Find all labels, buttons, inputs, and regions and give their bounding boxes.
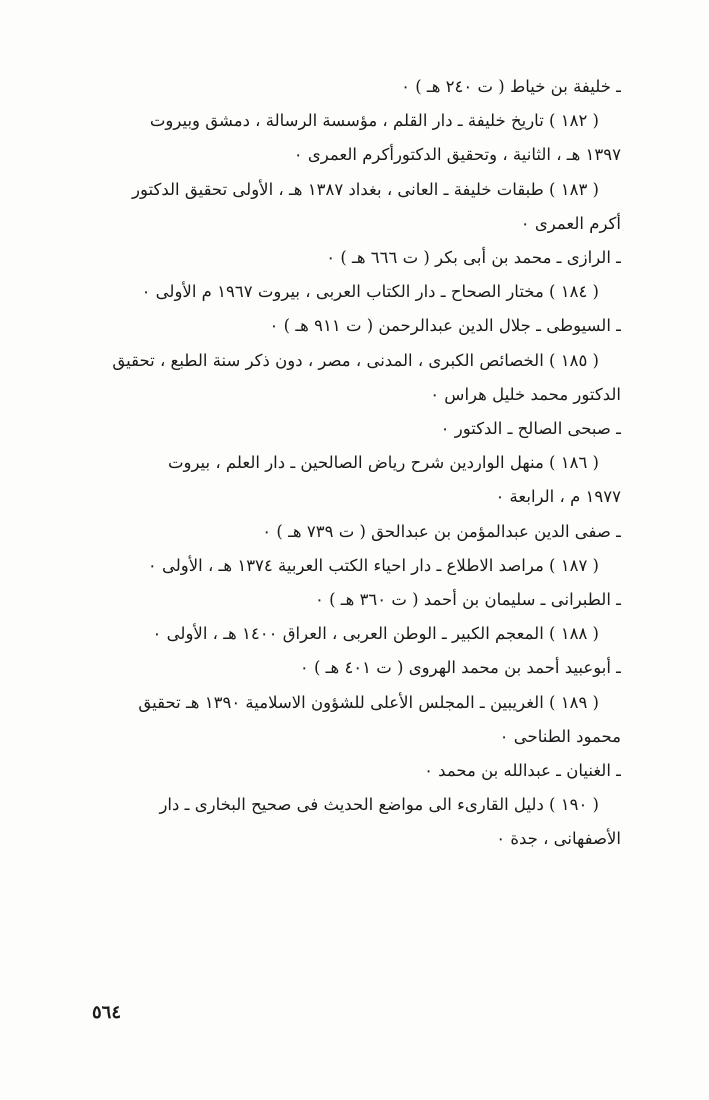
reference-entry bbox=[109, 686, 621, 754]
text-line: الأصفهانى ، جدة ٠ bbox=[496, 829, 621, 849]
text-line: ( ١٨٢ ) تاريخ خليفة ـ دار القلم ، مؤسسة الرسالة ، دمشق وبيروت bbox=[149, 111, 599, 131]
text-line: ( ١٨٥ ) الخصائص الكبرى ، المدنى ، مصر ، دون ذكر سنة الطبع ، تحقيق bbox=[112, 350, 599, 370]
reference-entry bbox=[109, 104, 621, 172]
text-line: ـ خليفة بن خياط ( ت ٢٤٠ هـ ) ٠ bbox=[401, 77, 621, 96]
reference-entry bbox=[109, 446, 621, 514]
text-line: ـ أبوعبيد أحمد بن محمد الهروى ( ت ٤٠١ هـ ) ٠ bbox=[299, 658, 621, 678]
page-number: ٥٦٤ bbox=[92, 1002, 122, 1023]
text-line: ـ الطبرانى ـ سليمان بن أحمد ( ت ٣٦٠ هـ ) ٠ bbox=[314, 590, 621, 610]
text-line: ـ الغنيان ـ عبدالله بن محمد ٠ bbox=[424, 761, 621, 781]
reference-entry bbox=[109, 788, 621, 856]
author-heading bbox=[109, 70, 621, 104]
text-line: ( ١٩٠ ) دليل القارىء الى مواضع الحديث فى صحيح البخارى ـ دار bbox=[159, 795, 599, 815]
reference-entry bbox=[109, 617, 621, 651]
author-heading bbox=[109, 515, 621, 549]
reference-entry bbox=[109, 549, 621, 583]
reference-entry bbox=[109, 173, 621, 241]
text-line: ـ السيوطى ـ جلال الدين عبدالرحمن ( ت ٩١١ هـ ) ٠ bbox=[269, 316, 621, 336]
text-line: ١٣٩٧ هـ ، الثانية ، وتحقيق الدكتورأكرم العمرى ٠ bbox=[293, 145, 621, 165]
text-line: ( ١٨٨ ) المعجم الكبير ـ الوطن العربى ، العراق ١٤٠٠ هـ ، الأولى ٠ bbox=[152, 624, 599, 644]
text-line: ـ الرازى ـ محمد بن أبى بكر ( ت ٦٦٦ هـ ) ٠ bbox=[326, 248, 621, 268]
text-line: محمود الطناحى ٠ bbox=[499, 726, 621, 746]
text-line: ـ صبحى الصالح ـ الدكتور ٠ bbox=[440, 419, 621, 439]
author-heading bbox=[109, 241, 621, 275]
reference-entry bbox=[109, 275, 621, 309]
bibliography-list bbox=[109, 70, 621, 857]
reference-entry bbox=[109, 344, 621, 412]
author-heading bbox=[109, 412, 621, 446]
author-heading bbox=[109, 583, 621, 617]
text-line: أكرم العمرى ٠ bbox=[520, 213, 621, 233]
text-line: الدكتور محمد خليل هراس ٠ bbox=[430, 384, 621, 404]
text-line: ـ صفى الدين عبدالمؤمن بن عبدالحق ( ت ٧٣٩ هـ ) ٠ bbox=[262, 521, 621, 541]
text-line: ١٩٧٧ م ، الرابعة ٠ bbox=[495, 487, 621, 507]
text-line: ( ١٨٦ ) منهل الواردين شرح رياض الصالحين ـ دار العلم ، بيروت bbox=[167, 453, 599, 473]
text-line: ( ١٨٣ ) طبقات خليفة ـ العانى ، بغداد ١٣٨٧ هـ ، الأولى تحقيق الدكتور bbox=[132, 179, 599, 199]
author-heading bbox=[109, 754, 621, 788]
text-line: ( ١٨٧ ) مراصد الاطلاع ـ دار احياء الكتب العربية ١٣٧٤ هـ ، الأولى ٠ bbox=[147, 555, 599, 575]
author-heading bbox=[109, 309, 621, 343]
text-line: ( ١٨٩ ) الغريبين ـ المجلس الأعلى للشؤون الاسلامية ١٣٩٠ هـ تحقيق bbox=[138, 692, 599, 712]
text-line: ( ١٨٤ ) مختار الصحاح ـ دار الكتاب العربى ، بيروت ١٩٦٧ م الأولى ٠ bbox=[141, 282, 599, 302]
author-heading bbox=[109, 651, 621, 685]
